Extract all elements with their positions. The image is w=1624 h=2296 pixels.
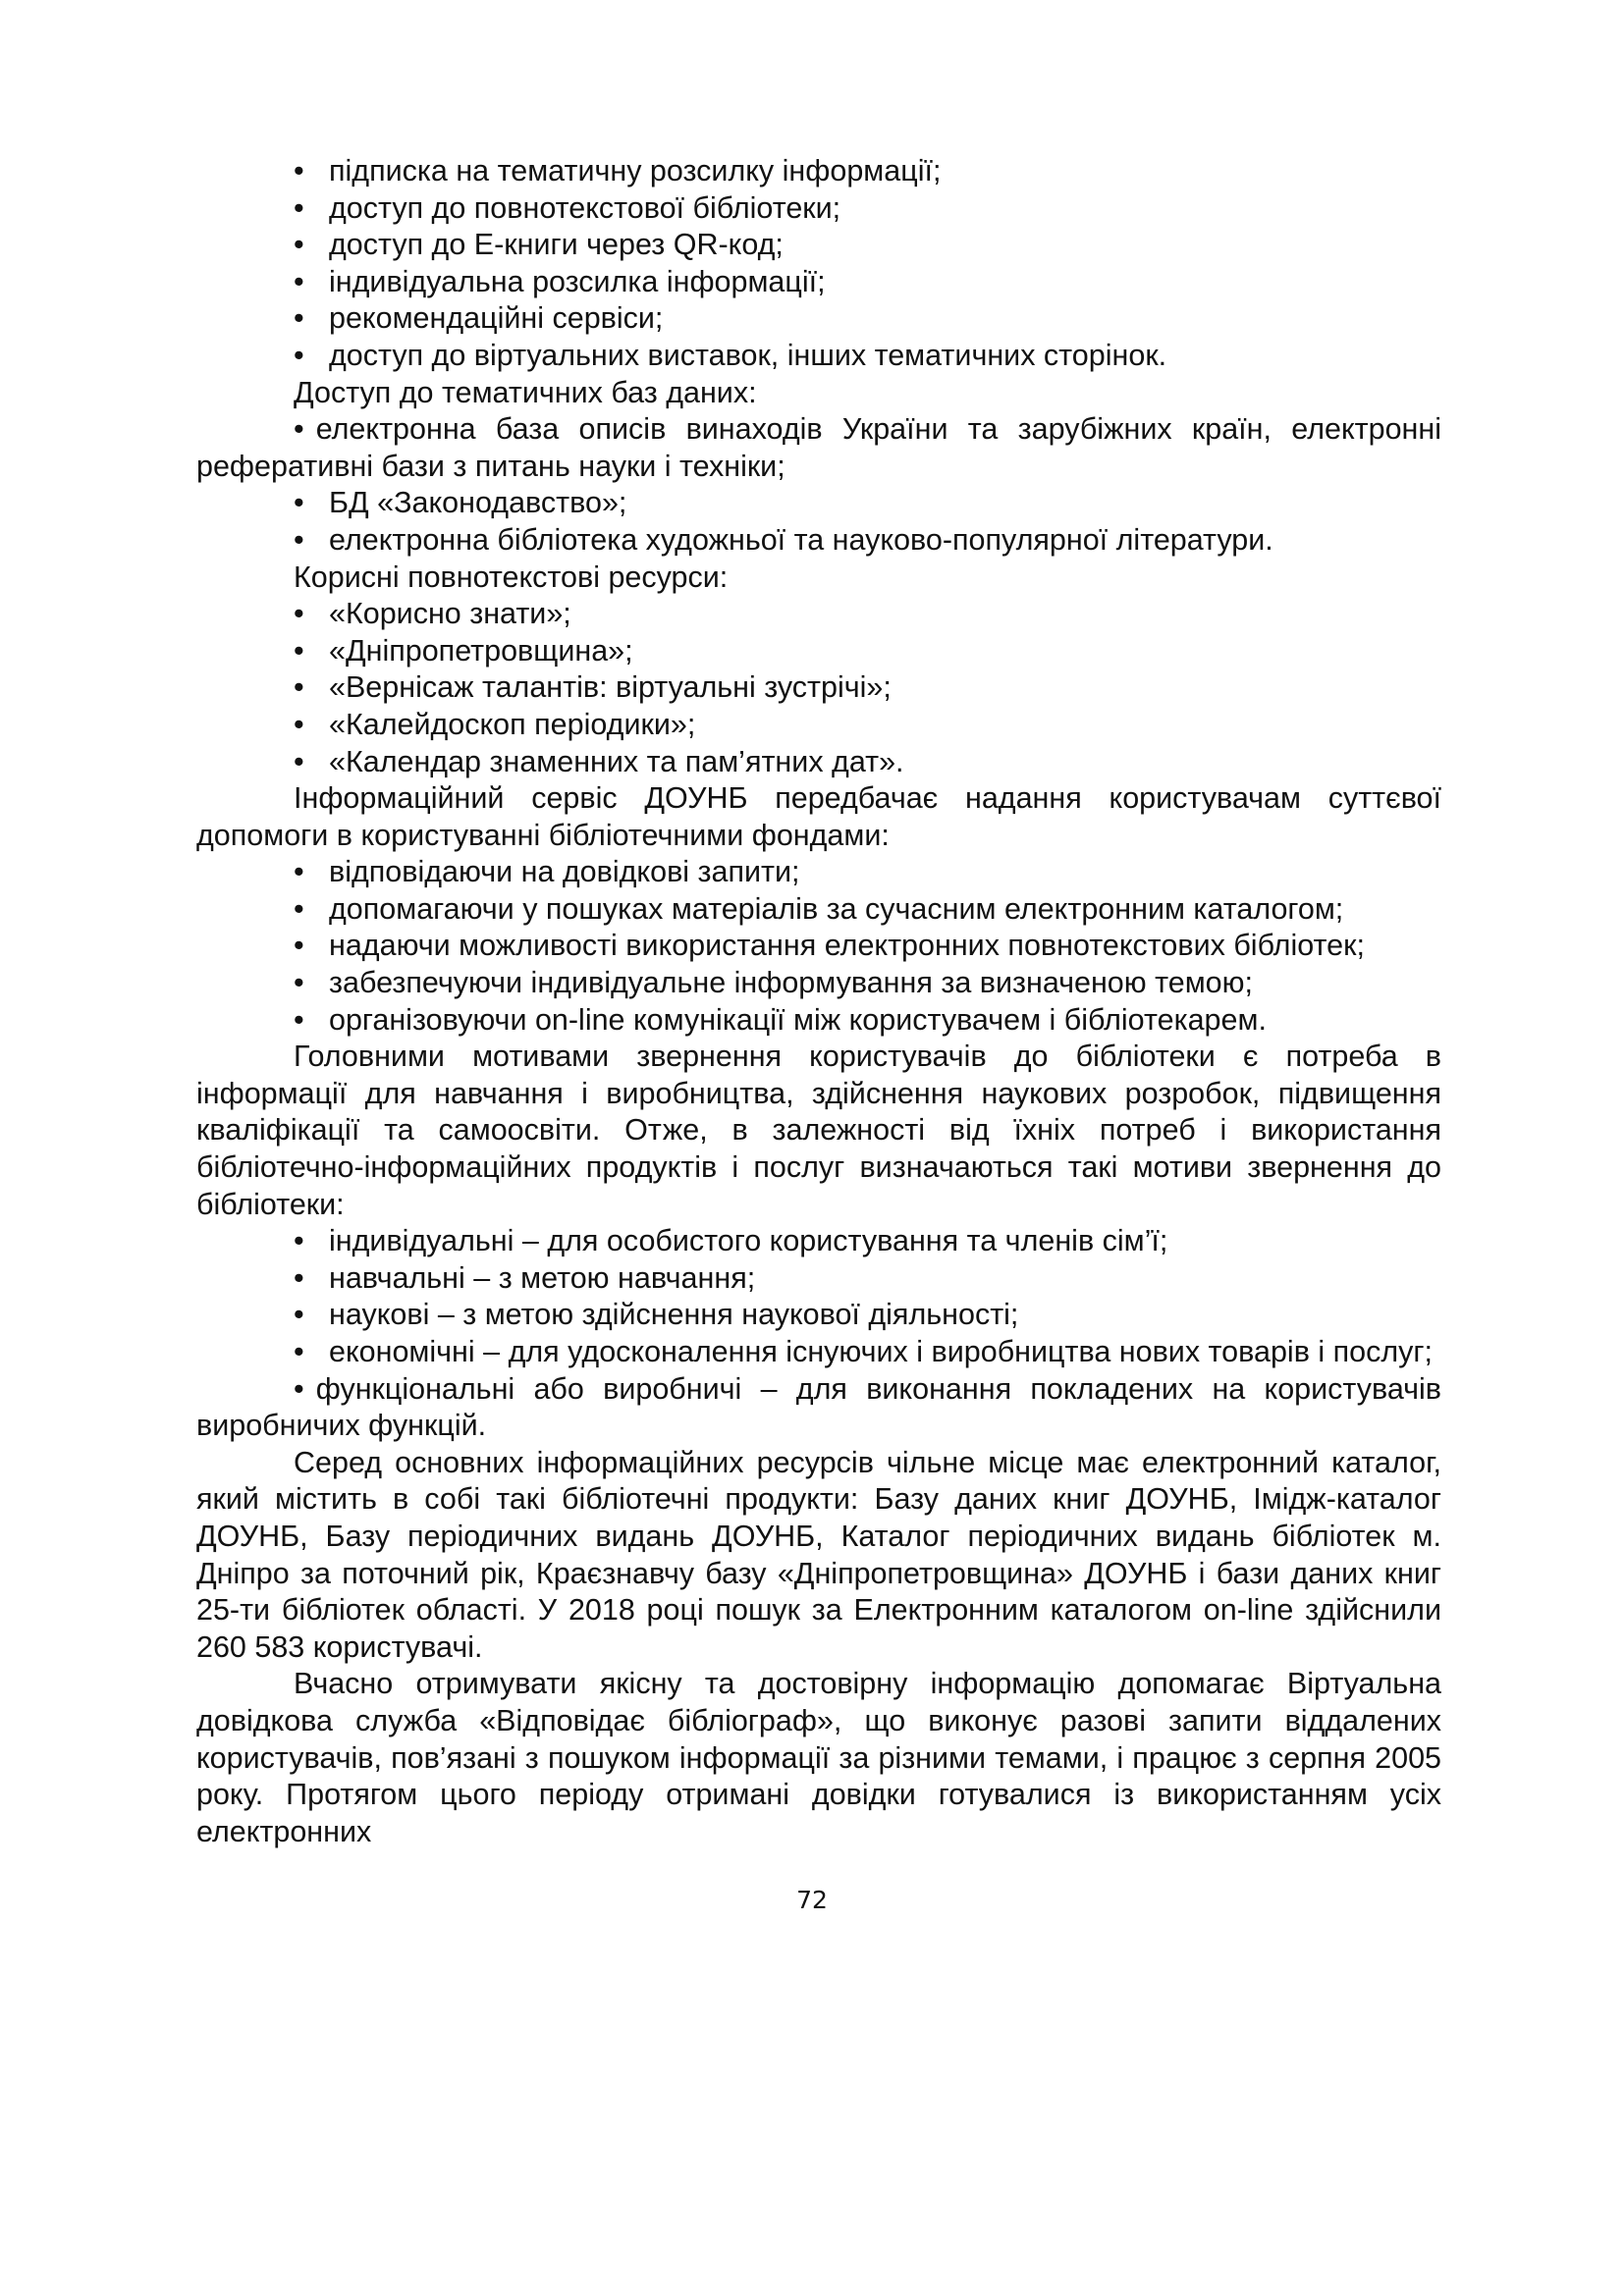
list-item [196,1002,1441,1040]
bullet-icon: • [294,154,304,187]
bullet-icon: • [294,301,304,336]
list-item-text: «Дніпропетровщина»; [329,633,633,667]
bullet-icon: • [294,597,304,631]
list-item-text: навчальні – з метою навчання; [329,1260,756,1295]
list-item [196,1334,1441,1371]
bullet-icon: • [294,264,304,298]
paragraph: Головними мотивами звернення користувачів до бібліотеки є потреба в інформації для навчання і виробництва, здійснення наукових розробок, підвищення кваліфікації та самоосвіти. Отже, в залежності від їхніх потреб і використання бібліотечно-інформаційних продуктів і послуг визначаються такі мотиви звернення до бібліотеки: [196,1040,1441,1221]
list-item-text: «Календар знаменних та пам’ятних дат». [329,744,904,778]
list-item [196,965,1441,1002]
list-item [196,300,1441,338]
bullet-icon: • [294,412,304,447]
list-item-text: індивідуальна розсилка інформації; [329,264,826,298]
list-item-text: індивідуальні – для особистого користування та членів сім’ї; [329,1224,1168,1258]
list-item-text: доступ до повнотекстової бібліотеки; [329,190,841,225]
section-lead-in: Корисні повнотекстові ресурси: [294,560,729,594]
list-item [196,854,1441,891]
bullet-icon: • [294,338,304,372]
list-item [196,669,1441,707]
list-item-text: «Вернісаж талантів: віртуальні зустрічі»; [329,670,892,705]
bullet-icon: • [294,1335,304,1368]
list-item-text: доступ до Е-книги через QR-код; [329,228,784,262]
list-item [196,153,1441,190]
list-item-text: електронна бібліотека художньої та науково-популярної літератури. [329,522,1273,557]
bullet-icon: • [294,929,304,963]
list-item [196,744,1441,781]
list-item [196,1260,1441,1298]
list-item [196,522,1441,560]
paragraph: Вчасно отримувати якісну та достовірну інформацію допомагає Віртуальна довідкова служба «Відповідає бібліограф», що виконує разові запити віддалених користувачів, пов’язані з пошуком інформації за різними темами, і працює з серпня 2005 року. Протягом цього періоду отримані довідки готувалися із використанням усіх електронних [196,1667,1441,1848]
paragraph: Серед основних інформаційних ресурсів чільне місце має електронний каталог, який містить в собі такі бібліотечні продукти: Базу даних книг ДОУНБ, Імідж-каталог ДОУНБ, Базу періодичних видань ДОУНБ, Каталог періодичних видань бібліотек м. Дніпро за поточний рік, Краєзнавчу базу «Дніпропетровщина» ДОУНБ і бази даних книг 25-ти бібліотек області. У 2018 році пошук за Електронним каталогом on-line здійснили 260 583 користувачі. [196,1445,1441,1664]
bullet-icon: • [294,522,304,557]
bullet-icon: • [294,1260,304,1295]
list-item [196,485,1441,522]
list-item-text: відповідаючи на довідкові запити; [329,855,800,889]
bullet-icon: • [294,486,304,520]
list-item [196,707,1441,744]
list-item-text: забезпечуючи індивідуальне інформування за визначеною темою; [329,966,1253,1000]
list-item [196,1223,1441,1260]
list-item-text: надаючи можливості використання електронних повнотекстових бібліотек; [329,929,1365,963]
list-item [196,1371,1441,1445]
page-number: 72 [796,1886,828,1914]
list-item-text: економічні – для удосконалення існуючих і виробництва нових товарів і послуг; [329,1335,1434,1368]
bullet-icon: • [294,744,304,778]
bullet-icon: • [294,633,304,667]
bullet-icon: • [294,190,304,225]
list-item-text: допомагаючи у пошуках матеріалів за сучасним електронним каталогом; [329,891,1344,926]
list-item-text: доступ до віртуальних виставок, інших тематичних сторінок. [329,338,1167,372]
list-item-text: організовуючи on-line комунікації між користувачем і бібліотекарем. [329,1002,1267,1037]
bullet-icon: • [294,1224,304,1258]
list-item [196,264,1441,301]
list-item [196,411,1441,485]
list-item-text: БД «Законодавство»; [329,486,627,520]
bullet-icon: • [294,891,304,926]
bullet-icon: • [294,670,304,705]
page-body [196,153,1441,1850]
section-lead-in: Доступ до тематичних баз даних: [294,375,757,409]
list-item [196,891,1441,929]
list-item-text: «Корисно знати»; [329,597,571,631]
bullet-icon: • [294,1002,304,1037]
bullet-icon: • [294,1298,304,1332]
list-item [196,596,1441,633]
bullet-icon: • [294,707,304,741]
list-item-text: наукові – з метою здійснення наукової діяльності; [329,1298,1019,1332]
bullet-icon: • [294,966,304,1000]
list-item [196,190,1441,228]
bullet-icon: • [294,855,304,889]
bullet-icon: • [294,228,304,262]
bullet-icon: • [294,1371,304,1406]
list-item [196,338,1441,375]
list-item-text: електронна база описів винаходів України та зарубіжних країн, електронні реферативні бази з питань науки і техніки; [196,412,1441,483]
list-item-text: підписка на тематичну розсилку інформації; [329,154,942,187]
paragraph: Інформаційний сервіс ДОУНБ передбачає надання користувачам суттєвої допомоги в користуванні бібліотечними фондами: [196,781,1441,852]
list-item-text: рекомендаційні сервіси; [329,301,664,336]
list-item-text: функціональні або виробничі – для виконання покладених на користувачів виробничих функцій. [196,1371,1441,1443]
list-item [196,1297,1441,1334]
list-item [196,227,1441,264]
list-item [196,928,1441,965]
list-item-text: «Калейдоскоп періодики»; [329,707,696,741]
list-item [196,633,1441,670]
